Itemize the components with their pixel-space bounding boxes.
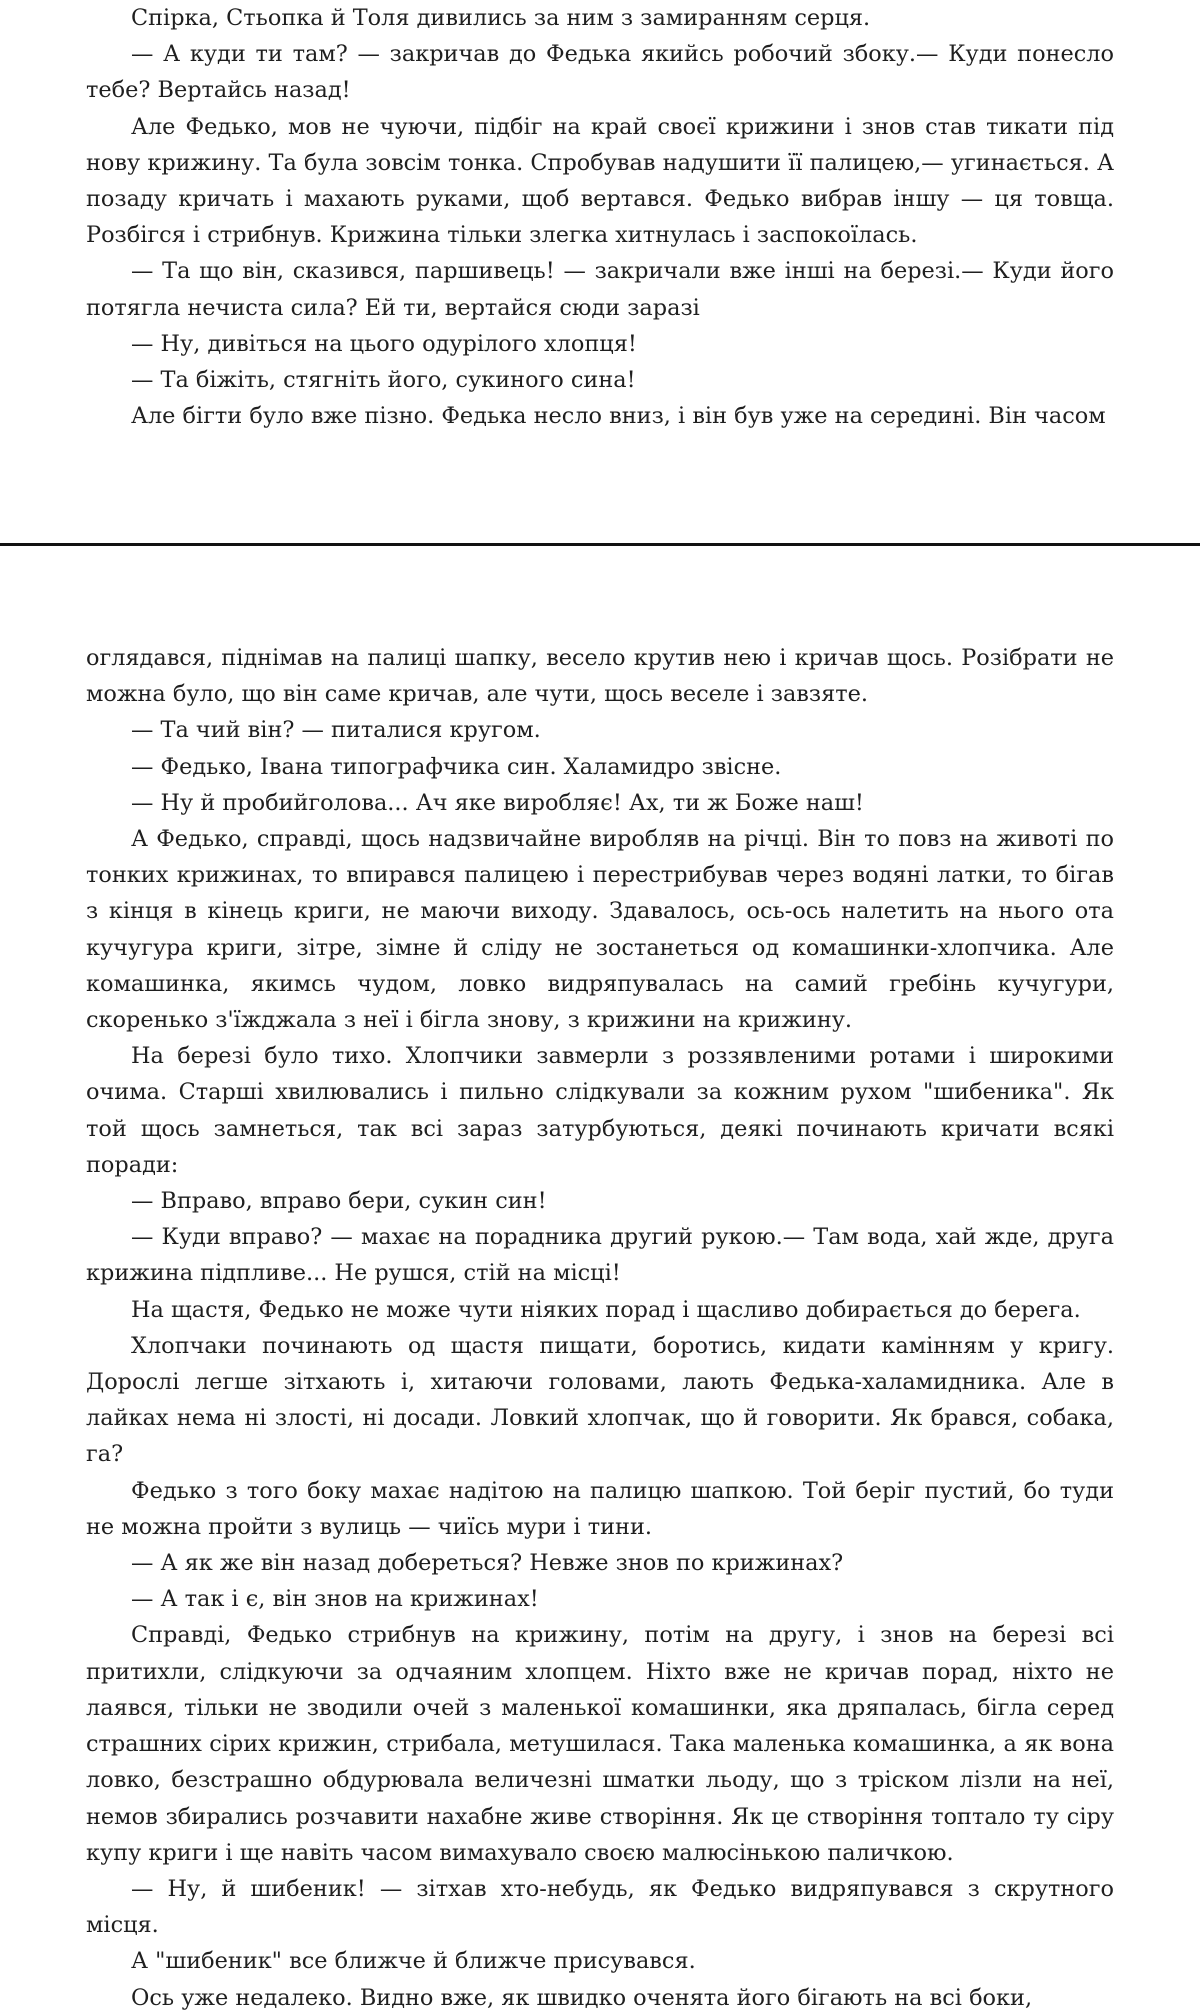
paragraph: — Федько, Івана типографчика син. Халамидро звісне.: [131, 753, 782, 780]
paragraph: — А як же він назад добереться? Невже знов по крижинах?: [131, 1550, 844, 1577]
paragraph: — Куди вправо? — махає на порадника другий рукою.— Там вода, хай жде, друга крижина підпливе... Не рушся, стій на місці!: [86, 1224, 1114, 1287]
paragraph: Ось уже недалеко. Видно вже, як швидко оченята його бігають на всі боки,: [131, 1984, 1033, 2011]
paragraph: Федько з того боку махає надітою на палицю шапкою. Той беріг пустий, бо туди не можна пройти з вулиць — чиїсь мури і тини.: [86, 1477, 1114, 1540]
paragraph: — А куди ти там? — закричав до Федька якийсь робочий збоку.— Куди понесло тебе? Вертайсь назад!: [86, 41, 1114, 104]
paragraph: — Та біжіть, стягніть його, сукиного сина!: [131, 367, 636, 394]
paragraph: Справді, Федько стрибнув на крижину, потім на другу, і знов на березі всі притихли, слідкуючи за одчаяним хлопцем. Ніхто вже не кричав порад, ніхто не лаявся, тільки не зводили очей з маленької комашинки, яка дряпалась, бігла серед страшних сірих крижин, стрибала, метушилася. Така маленька комашинка, а як вона ловко, безстрашно обдурювала величезні шматки льоду, що з тріском лізли на неї, немов збирались розчавити нахабне живе створіння. Як це створіння топтало ту сіру купу криги і ще навіть часом вимахувало своєю малюсінькою паличкою.: [86, 1622, 1114, 1866]
paragraph: Спірка, Стьопка й Толя дивились за ним з замиранням серця.: [131, 5, 871, 31]
paragraph: Але Федько, мов не чуючи, підбіг на край своєї крижини і знов став тикати під нову крижину. Та була зовсім тонка. Спробував надушити її палицею,— угинається. А позаду кричать і махають руками, щоб вертався. Федько вибрав іншу — ця товща. Розбігся і стрибнув. Крижина тільки злегка хитнулась і заспокоїлась.: [86, 113, 1114, 249]
paragraph: А "шибеник" все ближче й ближче присувався.: [131, 1948, 696, 1975]
paragraph: Хлопчаки починають од щастя пищати, боротись, кидати камінням у кригу. Дорослі легше зітхають і, хитаючи головами, лають Федька-халамидника. Але в лайках нема ні злості, ні досади. Ловкий хлопчак, що й говорити. Як брався, собака, га?: [86, 1332, 1114, 1468]
continued-paragraph: оглядався, піднімав на палиці шапку, весело крутив нею і кричав щось. Розібрати не можна було, що він саме кричав, але чути, щось веселе і завзяте.: [86, 645, 1114, 708]
page-divider: [0, 543, 1200, 546]
paragraph: — Ну, й шибеник! — зітхав хто-небудь, як Федько видряпувався з скрутного місця.: [86, 1875, 1114, 1939]
paragraph: На щастя, Федько не може чути ніяких порад і щасливо добирається до берега.: [131, 1296, 1081, 1323]
paragraph: — Ну, дивіться на цього одурілого хлопця!: [131, 330, 637, 357]
paragraph: А Федько, справді, щось надзвичайне виробляв на річці. Він то повз на животі по тонких крижинах, то впирався палицею і перестрибував через водяні латки, то бігав з кінця в кінець криги, не маючи виходу. Здавалось, ось-ось налетить на нього ота кучугура криги, зітре, зімне й сліду не зостанеться од комашинки-хлопчика. Але комашинка, якимсь чудом, ловко видряпувалась на самий гребінь кучугури, скоренько з'їжджала з неї і бігла знову, з крижини на крижину.: [86, 826, 1114, 1034]
paragraph: Але бігти було вже пізно. Федька несло вниз, і він був уже на середині. Він часом: [131, 403, 1106, 430]
upper-page-text: [86, 0, 1114, 434]
paragraph: — Ну й пробийголова... Ач яке виробляє! Ах, ти ж Боже наш!: [131, 789, 864, 816]
paragraph: — Та що він, сказився, паршивець! — закричали вже інші на березі.— Куди його потягла нечиста сила? Ей ти, вертайся сюди заразі: [86, 258, 1114, 321]
paragraph: — Вправо, вправо бери, сукин син!: [131, 1188, 547, 1215]
paragraph: — А так і є, він знов на крижинах!: [131, 1586, 539, 1613]
paragraph: — Та чий він? — питалися кругом.: [131, 717, 541, 744]
lower-page-text: [86, 640, 1114, 2016]
paragraph: На березі було тихо. Хлопчики завмерли з роззявленими ротами і широкими очима. Старші хвилювались і пильно слідкували за кожним рухом "шибеника". Як той щось замнеться, так всі зараз затурбуються, деякі починають кричати всякі поради:: [86, 1043, 1114, 1178]
